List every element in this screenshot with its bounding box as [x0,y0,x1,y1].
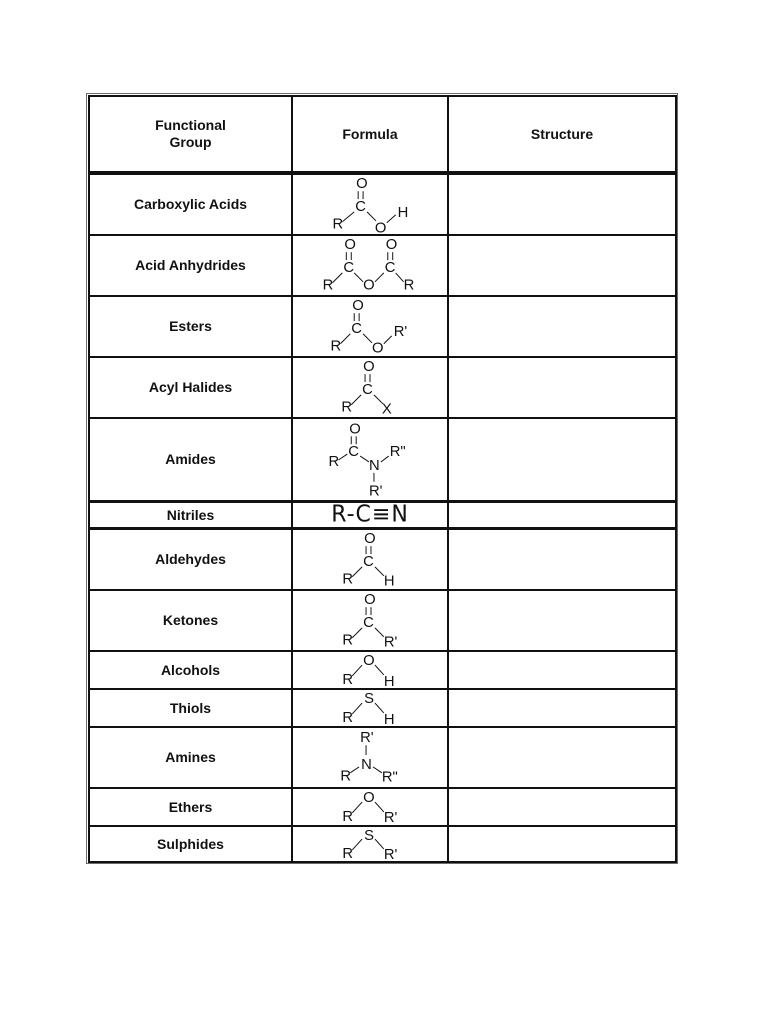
svg-text:H: H [383,573,395,590]
svg-text:H: H [383,711,395,727]
header-formula: Formula [291,95,449,173]
svg-text:C: C [363,614,374,631]
svg-text:O: O [363,359,375,376]
svg-text:S: S [364,691,374,708]
svg-text:R: R [403,277,415,294]
formula-acyl-halides [291,356,449,419]
carboxylic-acid-structure-drawing [293,174,447,235]
svg-text:N: N [361,756,372,773]
svg-text:R: R [328,453,340,470]
alcohol-structure-drawing [293,651,447,689]
acyl-halide-structure-drawing [293,357,447,418]
structure-cell-aldehydes [447,528,677,591]
acid-anhydride-structure-drawing [293,235,447,296]
structure-cell-thiols [447,688,677,728]
svg-text:C: C [348,444,359,461]
svg-text:R: R [341,399,353,416]
svg-text:O: O [385,237,398,254]
svg-text:R": R" [381,769,398,786]
row-label-nitriles: Nitriles [88,501,293,529]
svg-text:C: C [384,259,396,276]
structure-cell-amides [447,417,677,502]
row-label-acid-anhydrides: Acid Anhydrides [88,234,293,297]
svg-text:R': R' [369,483,383,500]
svg-text:R: R [342,671,354,688]
svg-text:O: O [356,176,368,193]
svg-text:O: O [371,340,384,357]
structure-cell-acyl-halides [447,356,677,419]
svg-text:C: C [355,198,366,215]
svg-text:H: H [397,204,409,221]
svg-text:H: H [383,673,395,689]
row-label-thiols: Thiols [88,688,293,728]
structure-cell-sulphides [447,825,677,863]
functional-groups-table [86,93,678,864]
row-label-ketones: Ketones [88,589,293,652]
formula-nitriles [291,501,449,529]
svg-text:O: O [349,421,361,438]
row-label-aldehydes: Aldehydes [88,528,293,591]
ester-structure-drawing [293,296,447,357]
svg-text:C: C [362,381,373,398]
formula-ketones [291,589,449,652]
svg-text:R: R [342,571,354,588]
ketone-structure-drawing [293,590,447,651]
svg-text:R": R" [389,444,406,461]
header-group-line2: Group [169,134,212,150]
row-label-sulphides: Sulphides [88,825,293,863]
svg-text:R: R [342,709,354,726]
svg-text:C: C [343,259,355,276]
svg-text:R: R [342,632,354,649]
structure-cell-nitriles [447,501,677,529]
structure-cell-ketones [447,589,677,652]
svg-text:S: S [364,828,374,845]
svg-text:N: N [369,457,380,474]
thiol-structure-drawing [293,689,447,727]
formula-aldehydes [291,528,449,591]
svg-text:R: R [322,277,334,294]
header-functional-group [88,95,293,173]
row-label-esters: Esters [88,295,293,358]
structure-cell-carboxylic-acids [447,173,677,236]
header-group-line1: Functional [155,117,226,133]
svg-text:O: O [374,220,387,235]
formula-ethers [291,787,449,827]
structure-cell-ethers [447,787,677,827]
formula-carboxylic-acids [291,173,449,236]
header-structure: Structure [447,95,677,173]
nitrile-formula-text: R-C≡N [331,501,409,528]
svg-text:R: R [330,338,342,355]
svg-text:R: R [342,845,354,862]
svg-text:R': R' [383,846,398,862]
svg-text:O: O [352,298,364,315]
svg-text:O: O [344,237,356,254]
svg-text:R': R' [383,809,398,826]
svg-text:O: O [363,790,375,807]
formula-esters [291,295,449,358]
formula-acid-anhydrides [291,234,449,297]
svg-text:C: C [363,553,374,570]
svg-text:R: R [342,808,354,825]
svg-text:R: R [340,768,352,785]
svg-text:O: O [364,531,376,548]
formula-thiols [291,688,449,728]
amine-structure-drawing [293,727,447,788]
row-label-ethers: Ethers [88,787,293,827]
row-label-amines: Amines [88,726,293,789]
svg-text:O: O [363,277,375,294]
row-label-carboxylic-acids: Carboxylic Acids [88,173,293,236]
structure-cell-acid-anhydrides [447,234,677,297]
aldehyde-structure-drawing [293,529,447,590]
structure-cell-esters [447,295,677,358]
svg-text:X: X [381,401,392,418]
row-label-amides: Amides [88,417,293,502]
formula-sulphides [291,825,449,863]
svg-text:R': R' [360,730,374,747]
row-label-acyl-halides: Acyl Halides [88,356,293,419]
formula-amides [291,417,449,502]
formula-alcohols [291,650,449,690]
svg-text:R: R [332,216,344,233]
row-label-alcohols: Alcohols [88,650,293,690]
structure-cell-alcohols [447,650,677,690]
amide-structure-drawing [293,418,447,501]
sulphide-structure-drawing [293,826,447,862]
svg-text:R': R' [393,323,408,340]
svg-text:R': R' [383,634,398,651]
svg-text:C: C [351,320,362,337]
structure-cell-amines [447,726,677,789]
ether-structure-drawing [293,788,447,826]
formula-amines [291,726,449,789]
svg-text:O: O [364,592,376,609]
svg-text:O: O [363,653,375,670]
